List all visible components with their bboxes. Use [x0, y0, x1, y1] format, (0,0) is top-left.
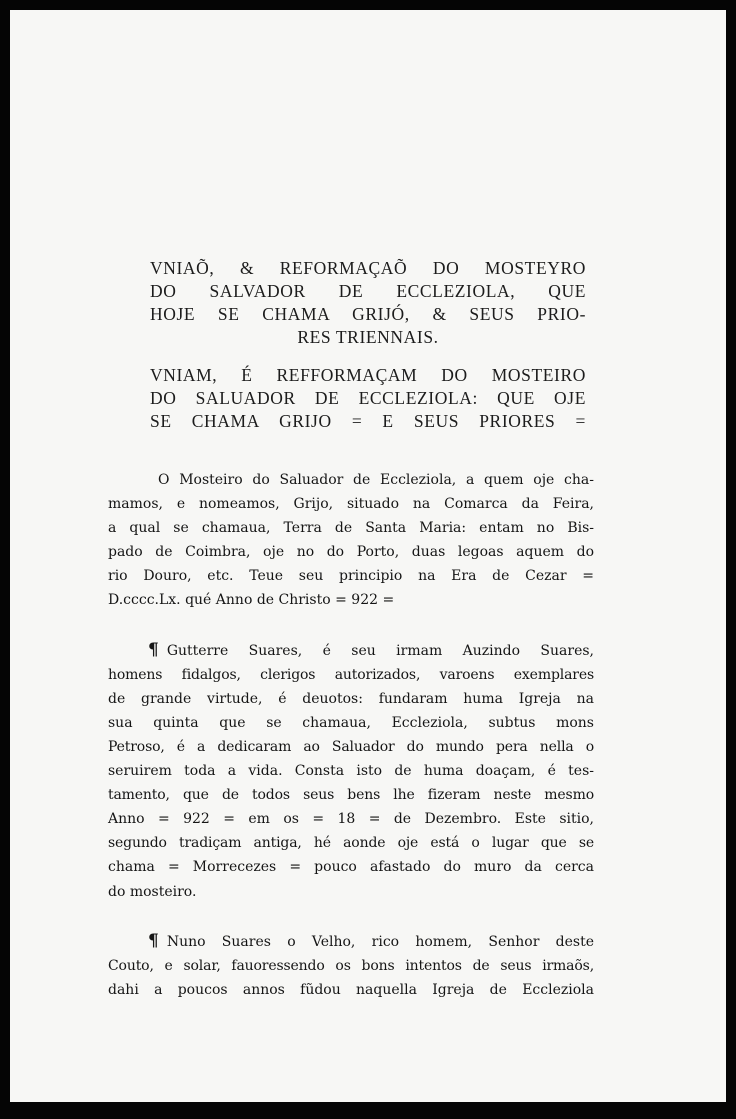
text-line: sua quinta que se chamaua, Eccleziola, subtus mons	[108, 714, 594, 731]
paragraph-1	[108, 468, 594, 613]
text-line: Petroso, é a dedicaram ao Saluador do mundo pera nella o	[108, 738, 594, 755]
text-line-with-mark	[108, 929, 594, 954]
pilcrow-icon: ¶	[148, 639, 159, 660]
heading-line: RES TRIENNAIS.	[297, 327, 439, 347]
text-line: Couto, e solar, fauoressendo os bons intentos de seus irmaõs,	[108, 957, 594, 974]
heading-line: VNIAÕ, & REFORMAÇAÕ DO MOSTEYRO	[150, 258, 586, 278]
heading-line: SE CHAMA GRIJO = E SEUS PRIORES =	[150, 411, 586, 431]
text-line: segundo tradiçam antiga, hé aonde oje está o lugar que se	[108, 835, 594, 852]
body-text	[108, 468, 594, 1027]
text-line: O Mosteiro do Saluador de Eccleziola, a quem oje cha-	[158, 472, 594, 488]
heading-line: VNIAM, É REFFORMAÇAM DO MOSTEIRO	[150, 365, 586, 385]
text-line: chama = Morrecezes = pouco afastado do muro da cerca	[108, 859, 594, 876]
text-line: de grande virtude, é deuotos: fundaram huma Igreja na	[108, 690, 594, 707]
text-line: do mosteiro.	[108, 883, 197, 900]
text-line: rio Douro, etc. Teue seu principio na Era de Cezar =	[108, 568, 594, 585]
text-line: Gutterre Suares, é seu irmam Auzindo Suares,	[166, 642, 594, 659]
text-line: dahi a poucos annos fũdou naquella Igreja de Eccleziola	[108, 981, 594, 998]
text-line: Nuno Suares o Velho, rico homem, Senhor deste	[166, 933, 594, 950]
pilcrow-icon: ¶	[148, 930, 159, 951]
text-line: Anno = 922 = em os = 18 = de Dezembro. Este sitio,	[108, 811, 594, 828]
heading-line: DO SALVADOR DE ECCLEZIOLA, QUE	[150, 281, 586, 301]
text-line-with-mark	[108, 638, 594, 663]
text-line: mamos, e nomeamos, Grijo, situado na Comarca da Feira,	[108, 496, 594, 513]
text-line: tamento, que de todos seus bens lhe fizeram neste mesmo	[108, 787, 594, 804]
text-line: a qual se chamaua, Terra de Santa Maria: entam no Bis-	[108, 520, 594, 537]
title-section	[150, 257, 586, 448]
heading-line: DO SALUADOR DE ECCLEZIOLA: QUE OJE	[150, 388, 586, 408]
heading-line: HOJE SE CHAMA GRIJÓ, & SEUS PRIO-	[150, 304, 586, 324]
paragraph-3	[108, 929, 594, 1002]
paragraph-2	[108, 638, 594, 904]
heading-first	[150, 257, 586, 349]
heading-second	[150, 364, 586, 433]
text-line: homens fidalgos, clerigos autorizados, varoens exemplares	[108, 666, 594, 683]
text-line: D.cccc.Lx. qué Anno de Christo = 922 =	[108, 592, 395, 609]
text-line: pado de Coimbra, oje no do Porto, duas legoas aquem do	[108, 544, 594, 561]
text-line: seruirem toda a vida. Consta isto de huma doaçam, é tes-	[108, 763, 594, 780]
